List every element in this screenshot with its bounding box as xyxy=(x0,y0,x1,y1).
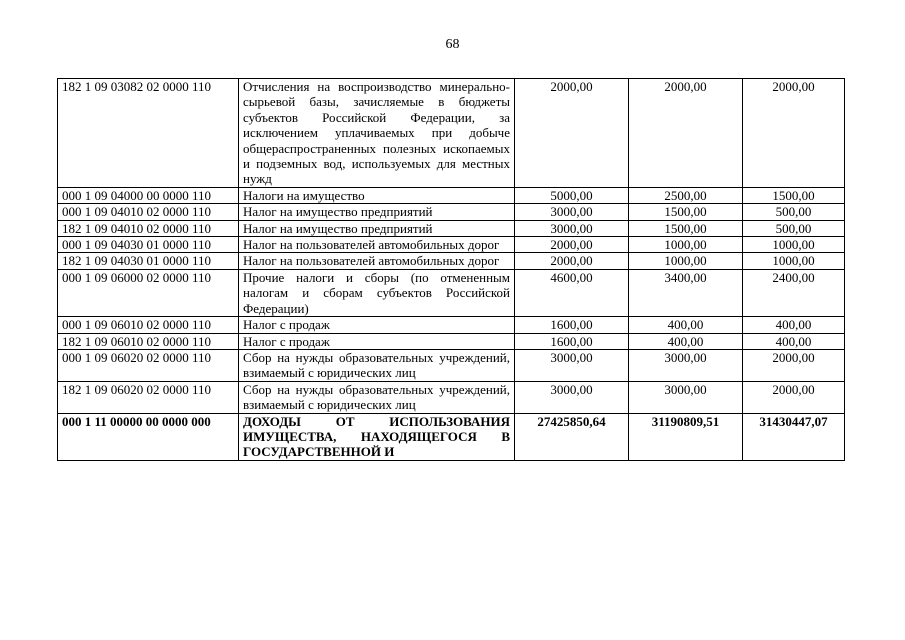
value-cell-year-2: 1000,00 xyxy=(629,253,743,269)
value-cell-year-3: 2000,00 xyxy=(743,381,845,413)
value-cell-year-3: 500,00 xyxy=(743,220,845,236)
value-cell-year-3: 2000,00 xyxy=(743,79,845,188)
page-number: 68 xyxy=(445,37,460,52)
value-cell-year-3: 2400,00 xyxy=(743,269,845,316)
value-cell-year-2: 31190809,51 xyxy=(629,413,743,460)
code-cell: 000 1 09 04030 01 0000 110 xyxy=(58,237,239,253)
name-cell: Налог с продаж xyxy=(239,333,515,349)
table-row xyxy=(58,333,845,349)
value-cell-year-1: 2000,00 xyxy=(515,253,629,269)
table-row xyxy=(58,204,845,220)
value-cell-year-3: 400,00 xyxy=(743,333,845,349)
code-cell: 000 1 09 06000 02 0000 110 xyxy=(58,269,239,316)
name-cell: Налог на пользователей автомобильных дорог xyxy=(239,237,515,253)
table-row xyxy=(58,381,845,413)
value-cell-year-2: 3000,00 xyxy=(629,349,743,381)
value-cell-year-1: 1600,00 xyxy=(515,333,629,349)
name-cell: Налог на пользователей автомобильных дорог xyxy=(239,253,515,269)
code-cell: 182 1 09 04030 01 0000 110 xyxy=(58,253,239,269)
name-cell: Налог на имущество предприятий xyxy=(239,204,515,220)
code-cell: 182 1 09 04010 02 0000 110 xyxy=(58,220,239,236)
name-cell: Налог с продаж xyxy=(239,317,515,333)
name-cell: ДОХОДЫ ОТ ИСПОЛЬЗОВАНИЯ ИМУЩЕСТВА, НАХОДЯЩЕГОСЯ В ГОСУДАРСТВЕННОЙ И xyxy=(239,413,515,460)
value-cell-year-3: 2000,00 xyxy=(743,349,845,381)
value-cell-year-2: 1000,00 xyxy=(629,237,743,253)
value-cell-year-1: 1600,00 xyxy=(515,317,629,333)
table-row xyxy=(58,187,845,203)
table-row xyxy=(58,269,845,316)
value-cell-year-3: 400,00 xyxy=(743,317,845,333)
value-cell-year-3: 500,00 xyxy=(743,204,845,220)
value-cell-year-1: 3000,00 xyxy=(515,220,629,236)
value-cell-year-3: 31430447,07 xyxy=(743,413,845,460)
table-row xyxy=(58,79,845,188)
value-cell-year-3: 1500,00 xyxy=(743,187,845,203)
table-row xyxy=(58,317,845,333)
code-cell: 000 1 11 00000 00 0000 000 xyxy=(58,413,239,460)
value-cell-year-2: 3400,00 xyxy=(629,269,743,316)
code-cell: 000 1 09 04000 00 0000 110 xyxy=(58,187,239,203)
value-cell-year-3: 1000,00 xyxy=(743,237,845,253)
name-cell: Налог на имущество предприятий xyxy=(239,220,515,236)
code-cell: 000 1 09 04010 02 0000 110 xyxy=(58,204,239,220)
value-cell-year-2: 2000,00 xyxy=(629,79,743,188)
value-cell-year-1: 2000,00 xyxy=(515,79,629,188)
name-cell: Налоги на имущество xyxy=(239,187,515,203)
value-cell-year-2: 1500,00 xyxy=(629,204,743,220)
code-cell: 182 1 09 06020 02 0000 110 xyxy=(58,381,239,413)
value-cell-year-1: 3000,00 xyxy=(515,349,629,381)
value-cell-year-2: 400,00 xyxy=(629,333,743,349)
code-cell: 182 1 09 03082 02 0000 110 xyxy=(58,79,239,188)
value-cell-year-1: 27425850,64 xyxy=(515,413,629,460)
value-cell-year-1: 4600,00 xyxy=(515,269,629,316)
name-cell: Отчисления на воспроизводство минерально-сырьевой базы, зачисляемые в бюджеты субъектов Российской Федерации, за исключением уплачиваемых при добыче общераспространенных полезных ископаемых и подземных вод, используемых для местных нужд xyxy=(239,79,515,188)
name-cell: Прочие налоги и сборы (по отмененным налогам и сборам субъектов Российской Федерации) xyxy=(239,269,515,316)
value-cell-year-1: 3000,00 xyxy=(515,381,629,413)
name-cell: Сбор на нужды образовательных учреждений, взимаемый с юридических лиц xyxy=(239,349,515,381)
budget-table xyxy=(57,78,845,461)
value-cell-year-2: 3000,00 xyxy=(629,381,743,413)
code-cell: 000 1 09 06010 02 0000 110 xyxy=(58,317,239,333)
value-cell-year-2: 400,00 xyxy=(629,317,743,333)
value-cell-year-1: 3000,00 xyxy=(515,204,629,220)
value-cell-year-2: 1500,00 xyxy=(629,220,743,236)
name-cell: Сбор на нужды образовательных учреждений, взимаемый с юридических лиц xyxy=(239,381,515,413)
table-row xyxy=(58,237,845,253)
value-cell-year-1: 5000,00 xyxy=(515,187,629,203)
table-row xyxy=(58,349,845,381)
code-cell: 182 1 09 06010 02 0000 110 xyxy=(58,333,239,349)
value-cell-year-2: 2500,00 xyxy=(629,187,743,203)
table-row xyxy=(58,413,845,460)
table-row xyxy=(58,220,845,236)
value-cell-year-3: 1000,00 xyxy=(743,253,845,269)
code-cell: 000 1 09 06020 02 0000 110 xyxy=(58,349,239,381)
value-cell-year-1: 2000,00 xyxy=(515,237,629,253)
table-row xyxy=(58,253,845,269)
